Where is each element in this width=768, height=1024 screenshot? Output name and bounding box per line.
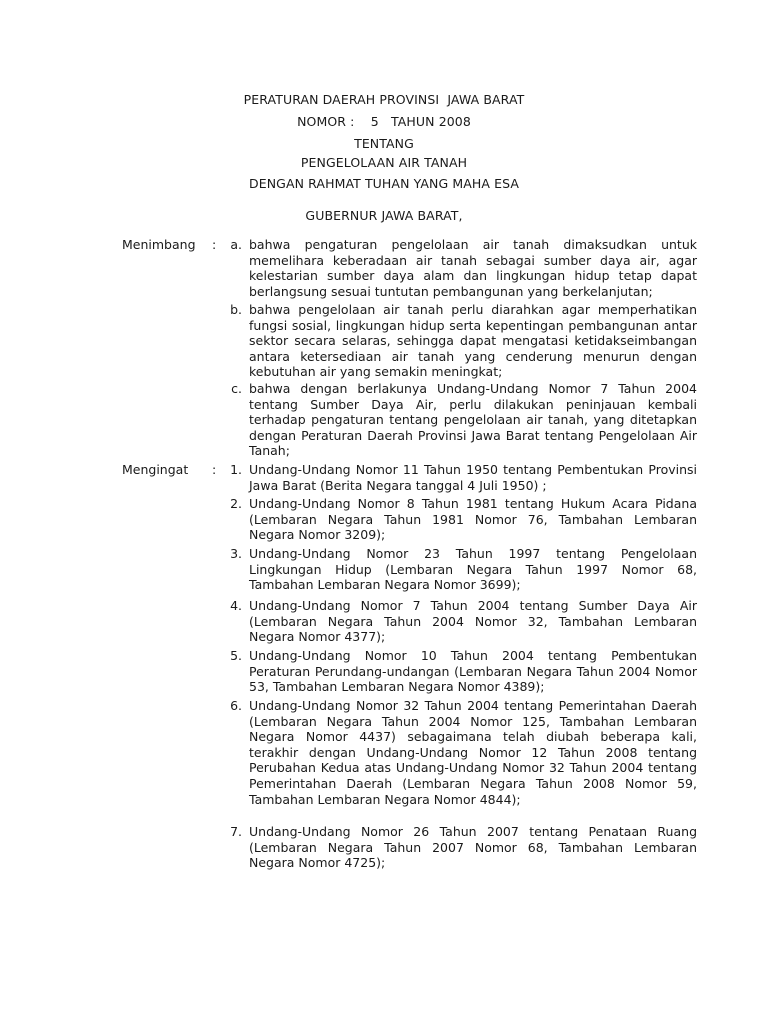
- regulation-subject: PENGELOLAAN AIR TANAH: [300, 155, 468, 170]
- item-text: Undang-Undang Nomor 26 Tahun 2007 tentang Penataan Ruang (Lembaran Negara Tahun 2007 Nomor 68, Tambahan Lembaran Negara Nomor 4725);: [249, 824, 697, 871]
- mengingat-label: Mengingat: [122, 462, 189, 477]
- item-marker: 4.: [230, 598, 242, 613]
- item-marker: 6.: [230, 698, 242, 713]
- preamble-invocation: DENGAN RAHMAT TUHAN YANG MAHA ESA: [249, 176, 519, 191]
- tentang-heading: TENTANG: [354, 136, 414, 151]
- item-text: Undang-Undang Nomor 10 Tahun 2004 tentang Pembentukan Peraturan Perundang-undangan (Lembaran Negara Tahun 2004 Nomor 53, Tambahan Lembaran Negara Nomor 4389);: [249, 648, 697, 695]
- item-text: Undang-Undang Nomor 11 Tahun 1950 tentang Pembentukan Provinsi Jawa Barat (Berita Negara tanggal 4 Juli 1950) ;: [249, 462, 697, 493]
- item-text: Undang-Undang Nomor 23 Tahun 1997 tentang Pengelolaan Lingkungan Hidup (Lembaran Negara Tahun 1997 Nomor 68, Tambahan Lembaran Negara Nomor 3699);: [249, 546, 697, 593]
- item-text: Undang-Undang Nomor 8 Tahun 1981 tentang Hukum Acara Pidana (Lembaran Negara Tahun 1981 Nomor 76, Tambahan Lembaran Negara Nomor 3209);: [249, 496, 697, 543]
- item-marker: 1.: [230, 462, 242, 477]
- item-marker: a.: [230, 237, 242, 252]
- menimbang-colon: :: [212, 237, 217, 252]
- mengingat-colon: :: [212, 462, 217, 477]
- item-marker: 2.: [230, 496, 242, 511]
- item-text: Undang-Undang Nomor 7 Tahun 2004 tentang Sumber Daya Air (Lembaran Negara Tahun 2004 Nomor 32, Tambahan Lembaran Negara Nomor 4377);: [249, 598, 697, 645]
- item-marker: 5.: [230, 648, 242, 663]
- item-marker: 7.: [230, 824, 242, 839]
- item-marker: 3.: [230, 546, 242, 561]
- item-marker: c.: [231, 381, 242, 396]
- item-text: bahwa pengelolaan air tanah perlu diarahkan agar memperhatikan fungsi sosial, lingkungan hidup serta kepentingan pembangunan antar sektor secara selaras, sehingga dapat mengatasi ketidakseimbangan antara ketersediaan air tanah yang cenderung menurun dengan kebutuhan air yang semakin meningkat;: [249, 302, 697, 380]
- governor-heading: GUBERNUR JAWA BARAT,: [305, 208, 463, 223]
- item-text: bahwa pengaturan pengelolaan air tanah dimaksudkan untuk memelihara keberadaan air tanah sebagai sumber daya air, agar kelestarian sumber daya alam dan lingkungan hidup tetap dapat berlangsung sesuai tuntutan pembangunan yang berkelanjutan;: [249, 237, 697, 299]
- item-marker: b.: [230, 302, 242, 317]
- menimbang-label: Menimbang: [122, 237, 196, 252]
- regulation-number: NOMOR : 5 TAHUN 2008: [297, 114, 471, 129]
- regulation-title: PERATURAN DAERAH PROVINSI JAWA BARAT: [243, 92, 525, 107]
- item-text: Undang-Undang Nomor 32 Tahun 2004 tentang Pemerintahan Daerah (Lembaran Negara Tahun 2004 Nomor 125, Tambahan Lembaran Negara Nomor 4437) sebagaimana telah diubah beberapa kali, terakhir dengan Undang-Undang Nomor 12 Tahun 2008 tentang Perubahan Kedua atas Undang-Undang Nomor 32 Tahun 2004 tentang Pemerintahan Daerah (Lembaran Negara Tahun 2008 Nomor 59, Tambahan Lembaran Negara Nomor 4844);: [249, 698, 697, 807]
- item-text: bahwa dengan berlakunya Undang-Undang Nomor 7 Tahun 2004 tentang Sumber Daya Air, perlu dilakukan peninjauan kembali terhadap pengaturan tentang pengelolaan air tanah, yang ditetapkan dengan Peraturan Daerah Provinsi Jawa Barat tentang Pengelolaan Air Tanah;: [249, 381, 697, 459]
